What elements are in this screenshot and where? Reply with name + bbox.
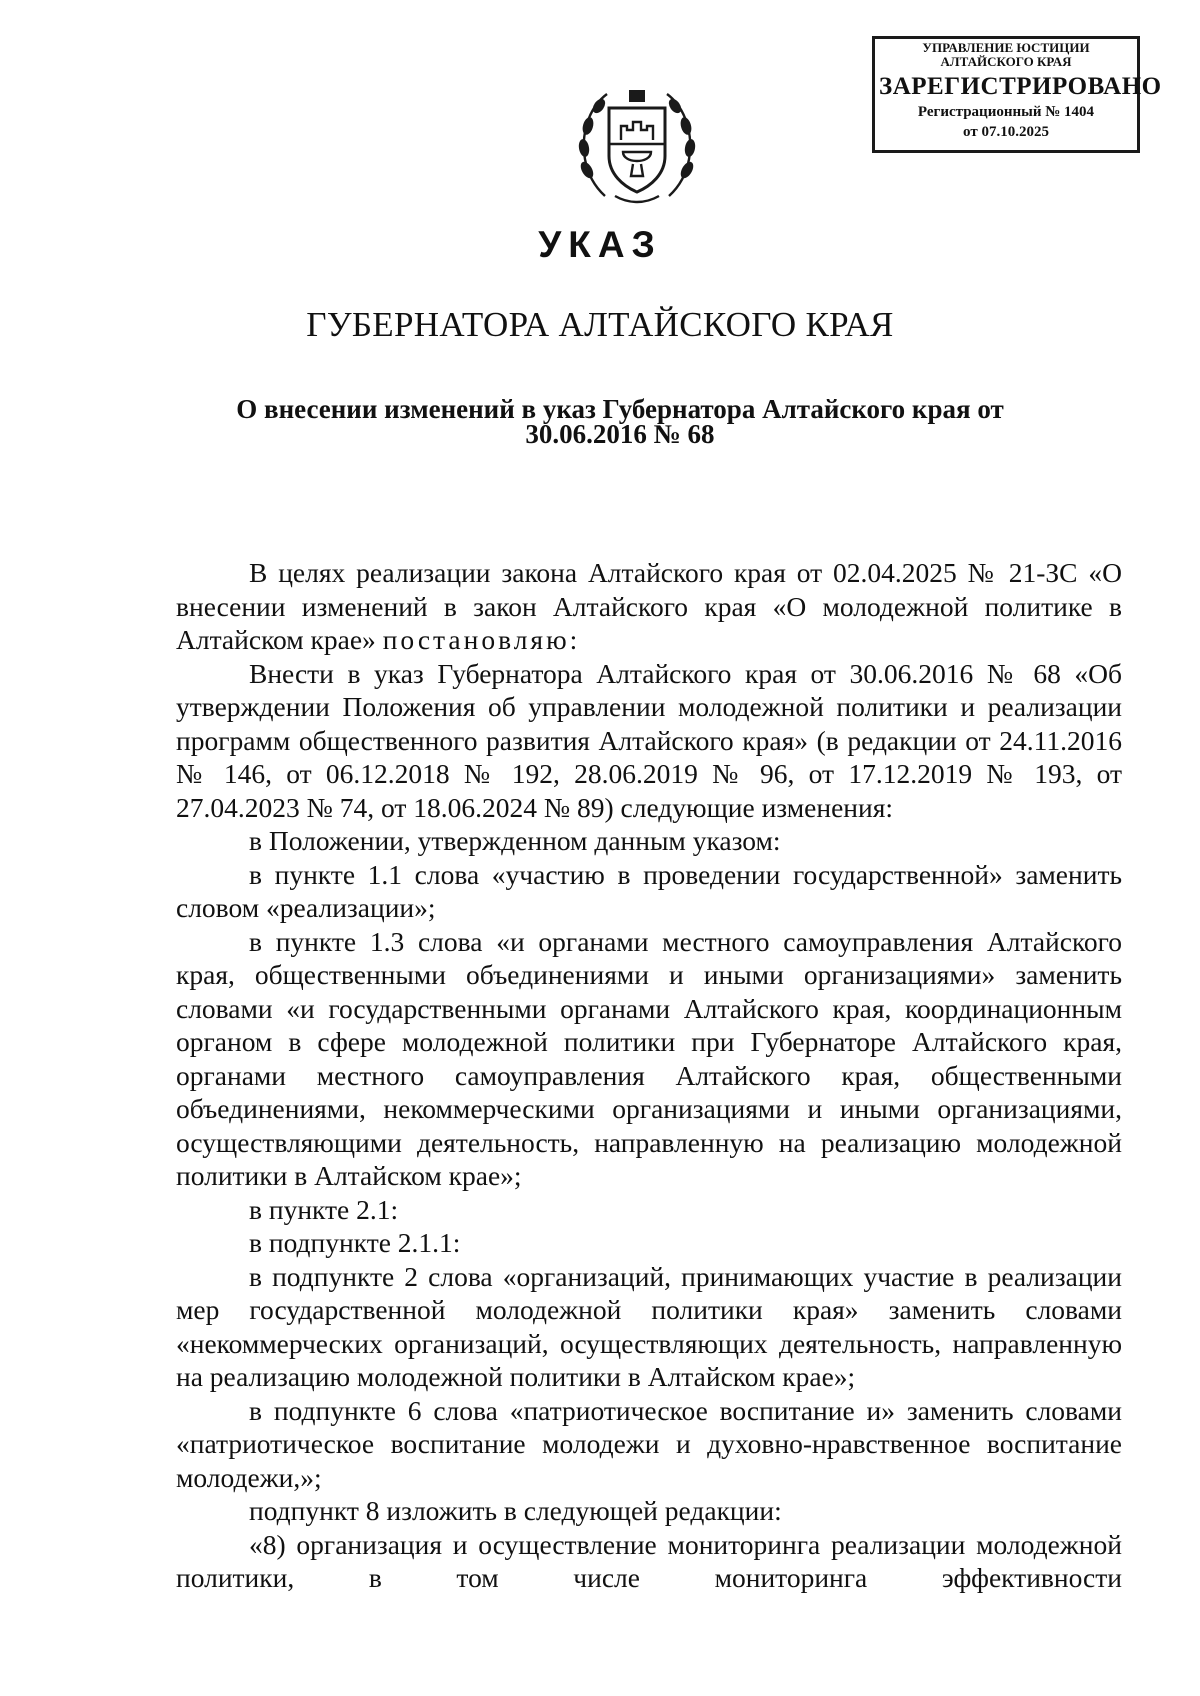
decree-title: УКАЗ (538, 224, 662, 265)
paragraph: в пункте 1.1 слова «участию в проведении государственной» заменить словом «реализации»; (176, 858, 1122, 923)
decree-issuer: ГУБЕРНАТОРА АЛТАЙСКОГО КРАЯ (306, 305, 894, 344)
stamp-reg-date: от 07.10.2025 (963, 124, 1049, 140)
decree-subject: О внесении изменений в указ Губернатора Алтайского края от 30.06.2016 № 68 (236, 394, 1004, 449)
paragraph: в подпункте 2.1.1: (249, 1227, 461, 1258)
paragraph-preamble: В целях реализации закона Алтайского края от 02.04.2025 № 21-ЗС «О внесении изменений в закон Алтайского края «О молодежной политике в Алтайском крае» постановляю: (176, 557, 1122, 655)
paragraph: «8) организация и осуществление мониторинга реализации молодежной политики, в том числе мониторинга эффективности (176, 1528, 1122, 1593)
paragraph: в пункте 1.3 слова «и органами местного самоуправления Алтайского края, общественными объединениями и иными организациями» заменить словами «и государственными органами Алтайского края, координационным органом в сфере молодежной политики при Губернаторе Алтайского края, органами местного самоуправления Алтайского края, общественными объединениями, некоммерческими организациями и иными организациями, осуществляющими деятельность, направленную на реализацию молодежной политики в Алтайском крае»; (176, 925, 1122, 1191)
decree-body (176, 556, 1122, 1595)
stamp-agency: УПРАВЛЕНИЕ ЮСТИЦИИ АЛТАЙСКОГО КРАЯ (922, 40, 1090, 69)
altai-coat-of-arms-icon (575, 78, 699, 208)
paragraph: Внести в указ Губернатора Алтайского края от 30.06.2016 № 68 «Об утверждении Положения об управлении молодежной политики и реализации программ общественного развития Алтайского края» (в редакции от 24.11.2016 № 146, от 06.12.2018 № 192, 28.06.2019 № 96, от 17.12.2019 № 193, от 27.04.2023 № 74, от 18.06.2024 № 89) следующие изменения: (176, 657, 1122, 823)
paragraph: подпункт 8 изложить в следующей редакции: (249, 1495, 782, 1526)
registration-stamp (872, 36, 1162, 153)
paragraph: в пункте 2.1: (249, 1193, 399, 1225)
paragraph: в подпункте 6 слова «патриотическое воспитание и» заменить словами «патриотическое воспитание молодежи и духовно-нравственное воспитание молодежи,»; (176, 1394, 1122, 1493)
stamp-status: ЗАРЕГИСТРИРОВАНО (879, 73, 1162, 100)
paragraph: в Положении, утвержденном данным указом: (249, 825, 781, 856)
resolution-keyword: постановляю: (382, 624, 581, 655)
stamp-reg-number: Регистрационный № 1404 (917, 104, 1095, 120)
paragraph: в подпункте 2 слова «организаций, принимающих участие в реализации мер государственной молодежной политики края» заменить словами «некоммерческих организаций, осуществляющих деятельность, направленную на реализацию молодежной политики в Алтайском крае»; (176, 1260, 1122, 1392)
